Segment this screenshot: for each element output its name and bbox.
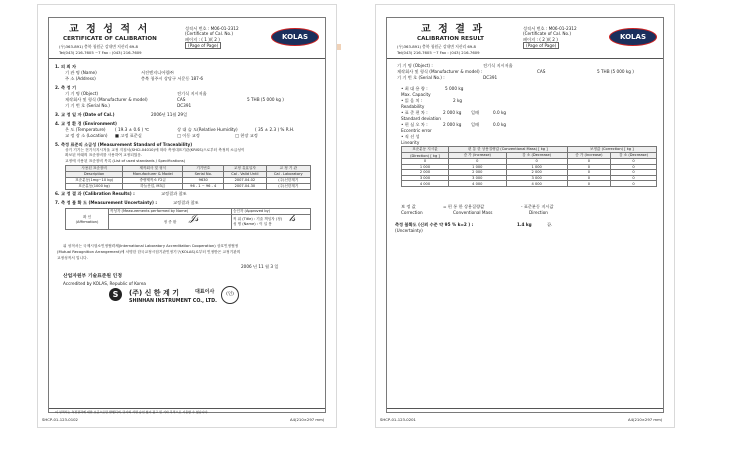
form-number: SHCP-01-123-0102: [42, 417, 78, 422]
table-header: 교 정 기 관: [266, 166, 310, 172]
certificate-page-1: [37, 4, 337, 428]
model-value: 5 THB (5 000 kg ): [597, 69, 634, 74]
section-cal-date: 3. 교 정 일 자 (Date of Cal.): [55, 112, 115, 117]
footer-divider: [49, 408, 325, 409]
correction-en: Correction: [401, 210, 423, 215]
performed-by-label: 작성자 (Measurements performed by Name): [109, 209, 232, 215]
table-header: 교정 유효일자: [224, 166, 266, 172]
standards-list-label: 교정에 사용된 표준장비 목록 (List of used standards / Specifications): [65, 159, 186, 163]
cert-number: M06-01-2312: [548, 26, 577, 31]
model-value: 5 THB (5 000 kg ): [247, 97, 284, 102]
eccentric-label: • 편 심 오 차 :: [401, 122, 428, 127]
client-address: 충북 청주시 상당구 서문동 187-6: [141, 76, 203, 81]
table-header: 표준분동 지시값: [402, 147, 449, 153]
table-cell: 0: [611, 181, 657, 187]
table-cell: 0: [506, 159, 567, 165]
table-header: 사용된 표준장비: [66, 166, 123, 172]
linearity-table: [401, 146, 657, 187]
table-cell: 1 000: [448, 164, 506, 170]
table-cell: 3 000: [448, 175, 506, 181]
table-cell: 0: [567, 181, 610, 187]
cert-number-block: [185, 26, 239, 49]
std-dev-load: 2 000 kg: [443, 110, 462, 115]
location-onsite-checkbox: □ 현장 교정: [235, 133, 258, 138]
form-number: SHCP-01-123-0201: [380, 417, 416, 422]
cert-number-sub: (Certificate of Cal. No.): [185, 31, 233, 37]
page-tab-marker: [337, 44, 341, 50]
max-capacity-value: 5 000 kg: [445, 86, 464, 91]
company-address: (우)363-891) 충북 청원군 강내면 저산리 69-8: [59, 44, 138, 49]
page-title-english: CERTIFICATE OF CALIBRATION: [63, 36, 157, 42]
page-label: 페이지 :: [185, 36, 200, 42]
table-header: 증 가 (Increase): [448, 153, 506, 159]
table-cell: 96 - 1 ~ 96 - 4: [183, 183, 224, 189]
table-cell: 9630: [183, 177, 224, 183]
section-results: 6. 교 정 결 과 (Calibration Results) :: [55, 191, 135, 196]
client-address-label: 주 소 (Address): [65, 76, 96, 81]
serial-label: 기 기 번 호 (Serial No.) :: [397, 75, 445, 80]
uncertainty-label: 측정 불확도 (신뢰 수준 약 95 % k=2 ) :: [395, 222, 474, 227]
header-divider: [49, 58, 325, 59]
eccentric-value: 0.0 kg: [493, 122, 507, 127]
table-cell: 4 000: [506, 181, 567, 187]
table-cell: (주)신한계기: [266, 177, 310, 183]
shinhan-logo-icon: S: [109, 288, 122, 301]
page-of-page: (Page of Page): [185, 42, 221, 49]
table-cell: 0: [448, 159, 506, 165]
table-cell: 0: [611, 164, 657, 170]
section-environment: 4. 교 정 환 경 (Environment): [55, 121, 117, 126]
table-cell: 1 000: [506, 164, 567, 170]
std-dev-label: • 표 준 편 차 :: [401, 110, 428, 115]
performer-signature: 𝒥𝓈: [189, 214, 199, 224]
object-value: 전기식 지시저울: [177, 91, 207, 96]
table-cell: 2 000: [506, 170, 567, 176]
table-cell: 2 000: [448, 170, 506, 176]
page-of-page: (Page of Page): [523, 42, 559, 49]
linearity-label: • 직 선 성: [401, 134, 420, 139]
kolas-logo: KOLAS: [609, 28, 657, 46]
accreditation-note-2: (Mutual Recognition Arrangement)에 서명한 한국교정시험기관인정기구(KOLAS)로부터 인정받은 교정기관의: [57, 250, 241, 254]
cert-number: M06-01-2312: [210, 26, 239, 31]
table-cell: 3 000: [506, 175, 567, 181]
table-cell: 2007.04.02: [224, 177, 266, 183]
table-cell: 4 000: [448, 181, 506, 187]
object-label: 기 기 명 (Object): [65, 91, 99, 96]
company-address: (우)363-891) 충북 청원군 강내면 저산리 69-8: [397, 44, 476, 49]
approver-title: 직 위 (Title) : 기술 책임자 (정): [232, 217, 283, 221]
cert-number-block: [523, 26, 577, 49]
page-border: [386, 17, 664, 413]
company-seal: (인): [221, 286, 239, 304]
serial-value: DC391: [177, 103, 192, 108]
section-uncertainty: 7. 측 정 불 확 도 (Measurement Uncertainty) :: [55, 200, 158, 205]
std-dev-value: 0.0 kg: [493, 110, 507, 115]
linearity-en: Linearity: [401, 140, 420, 145]
table-cell: 2007.04.30: [224, 183, 266, 189]
table-cell: 0: [567, 164, 610, 170]
cert-number-label: 성적서 번호 :: [185, 26, 210, 31]
table-cell: 표준분동(1mg~10 kg): [66, 177, 123, 183]
table-cell: 중량제작소 F2급: [123, 177, 183, 183]
paper-size: A4(210×297 mm): [628, 417, 663, 422]
humidity-label: 상 대 습 도(Relative Humidity): [177, 127, 238, 132]
table-cell: 0: [611, 159, 657, 165]
manufacturer-label: 제작회사 및 형식 (Manufacturer & model): [65, 97, 148, 102]
uncertainty-en: (Uncertainty): [395, 228, 423, 233]
results-value: 교정결과 참조: [161, 191, 187, 196]
serial-label: 기 기 번 호 (Serial No.): [65, 103, 110, 108]
accreditation-english: Accredited by KOLAS, Republic of Korea: [63, 281, 146, 286]
affirmation-table: [65, 208, 311, 230]
page-number: ( 1 )/( 2 ): [201, 36, 220, 42]
table-header: 감 소 (Decrease): [506, 153, 567, 159]
traceability-text-1: 상기 기기는 전기식지시저울 교정 지침서(SHCI-04010)에 따라 측정대표기관(KRISS)으로부터 측정의 소급성이: [65, 148, 245, 152]
correction-eq-2: - 표준분동 지시값: [521, 204, 554, 209]
correction-eq-2-en: Direction: [529, 210, 548, 215]
correction-eq-1: = 편 통 한 상용질량값: [443, 204, 485, 209]
table-header-text: (Direction): [410, 153, 430, 158]
page-border: [48, 17, 326, 413]
section-client: 1. 의 뢰 자: [55, 64, 77, 69]
table-header: Cal . Valid Until: [224, 172, 266, 178]
table-header: 제작회사 및 형식: [123, 166, 183, 172]
traceability-text-2: 확보된 아래의 표준장비를 사용하여 교정되었음.: [65, 153, 143, 157]
max-capacity-en: Max. Capacity: [401, 92, 431, 97]
client-name: 서진엔지니어링㈜: [141, 70, 174, 75]
table-header-unit: [ kg ]: [624, 147, 634, 151]
affirmation-cell: [66, 209, 109, 230]
correction-label: 보 정 값: [401, 204, 416, 209]
std-dev-en: Standard deviation: [401, 116, 441, 121]
table-cell: 0: [611, 170, 657, 176]
page-number: ( 2 )/( 2 ): [539, 36, 558, 42]
table-cell: 표준분동(1000 kg): [66, 183, 123, 189]
client-name-label: 기 관 명 (Name): [65, 70, 97, 75]
temperature-value: ( 19.3 ± 0.6 ) ℃: [115, 127, 150, 132]
table-cell: 하늘산업, M3급: [123, 183, 183, 189]
cert-number-sub: (Certificate of Cal. No.): [523, 31, 571, 37]
company-name-english: SHINHAN INSTRUMENT CO., LTD.: [129, 299, 217, 304]
performer-name: 정 종 환: [109, 215, 232, 230]
standards-table: [65, 165, 311, 190]
cert-number-label: 성적서 번호 :: [523, 26, 548, 31]
table-header-text: 편 통 한 상용질량값 (Conventional Mass): [467, 147, 537, 151]
affirmation-label: 확 인: [82, 214, 92, 219]
footnote: 이 성적서는 측정결과에 대한 보증으로만 발행되며, 당사의 서면 승인 없이 광고 및 기타 목적으로 사용할 수 없습니다.: [55, 410, 209, 414]
affirmation-sub: (Affirmation): [75, 219, 99, 224]
approved-by-label: 승인자 (Approved by): [231, 209, 310, 215]
accreditation-note-3: 교정성적서 입니다.: [57, 256, 88, 260]
manufacturer-value: CAS: [177, 97, 186, 102]
accreditation-note-1: 위 성적서는 국제시험소인정협력체(International Laboratory Accreditation Cooperation) 상호인정협정: [63, 244, 239, 248]
cal-date-value: 2006년 11월 29일: [151, 112, 188, 117]
page-title-english: CALIBRATION RESULT: [417, 36, 484, 42]
table-cell: 0: [402, 159, 449, 165]
table-cell: 0: [567, 159, 610, 165]
page-label: 페이지 :: [523, 36, 538, 42]
readability-en: Readability: [401, 104, 425, 109]
table-cell: 2 000: [402, 170, 449, 176]
section-traceability: 5. 측정 표준의 소급성 (Measurement Standard of Traceability): [55, 142, 193, 147]
table-header: Description: [66, 172, 123, 178]
table-header: 기기번호: [183, 166, 224, 172]
location-label: 교 정 장 소 (Location): [65, 133, 108, 138]
table-header: 증 가 (Increase): [567, 153, 610, 159]
table-row: [66, 183, 311, 189]
uncertainty-value: 1.4 kg: [517, 222, 532, 227]
std-dev-mid: 일때: [471, 110, 480, 115]
section-instrument: 2. 측 정 기: [55, 85, 77, 90]
table-header: Serial No.: [183, 172, 224, 178]
approver-name: 성 명 (Name) : 이 일 봉: [232, 222, 272, 226]
paper-size: A4(210×297 mm): [290, 417, 325, 422]
table-header: Cal . Laboratory: [266, 172, 310, 178]
ceo-label: 대표이사: [195, 289, 215, 295]
uncertainty-value: 교정결과 참조: [173, 200, 199, 205]
page-title-korean: 교 정 성 적 서: [69, 24, 150, 35]
serial-value: DC391: [483, 75, 498, 80]
table-header-text: 보정값 (Correction): [590, 147, 623, 151]
object-value: 전기식 지시저울: [483, 63, 513, 68]
accreditation-korean: 산업자원부 기술표준원 인정: [63, 274, 122, 279]
manufacturer-label: 제작회사 및 형식 (Manufacturer & model) :: [397, 69, 483, 74]
certificate-page-2: [375, 4, 675, 428]
max-capacity-label: • 최 대 용 량 :: [401, 86, 428, 91]
table-cell: 0: [567, 175, 610, 181]
eccentric-load: 2 000 kg: [443, 122, 462, 127]
table-cell: 3 000: [402, 175, 449, 181]
end-mark: 끝.: [547, 222, 553, 227]
table-cell: 1 000: [402, 164, 449, 170]
approver-signature: 𝓁𝓈: [289, 214, 296, 224]
kolas-logo: KOLAS: [271, 28, 319, 46]
table-header-unit: [ kg ]: [538, 147, 548, 151]
correction-eq-1-en: Conventional Mass: [453, 210, 493, 215]
table-cell: 0: [611, 175, 657, 181]
table-header: Manufacturer & Model: [123, 172, 183, 178]
page-title-korean: 교 정 결 과: [421, 24, 485, 35]
eccentric-en: Eccentric error: [401, 128, 432, 133]
table-row: [402, 181, 657, 187]
readability-value: 2 kg: [453, 98, 463, 103]
header-divider: [387, 58, 663, 59]
company-tel: Tel(043) 216-7605 ~7 Fax : (043) 216-7609: [397, 50, 480, 55]
eccentric-mid: 일때: [471, 122, 480, 127]
issue-date: 2006 년 11 월 3 일: [241, 264, 279, 269]
readability-label: • 읽 음 치 :: [401, 98, 423, 103]
company-tel: Tel(043) 216-7605 ~7 Fax : (043) 216-7609: [59, 50, 142, 55]
temperature-label: 온 도 (Temperature): [65, 127, 106, 132]
table-cell: (주)신한계기: [266, 183, 310, 189]
footer-divider: [387, 408, 663, 409]
object-label: 기 기 명 (Object) :: [397, 63, 433, 68]
location-fixed-checkbox: ■ 고정 표준실: [115, 133, 142, 138]
approver-cell: [231, 215, 310, 230]
table-header: 감 소 (Decrease): [611, 153, 657, 159]
location-mobile-checkbox: □ 이동 교정: [177, 133, 200, 138]
manufacturer-value: CAS: [537, 69, 546, 74]
humidity-value: ( 35 ± 2.3 ) % R.H.: [255, 127, 295, 132]
table-header-unit: [ kg ]: [430, 153, 440, 158]
table-cell: 4 000: [402, 181, 449, 187]
company-name-korean: (주) 신 한 계 기: [129, 289, 179, 297]
table-cell: 0: [567, 170, 610, 176]
